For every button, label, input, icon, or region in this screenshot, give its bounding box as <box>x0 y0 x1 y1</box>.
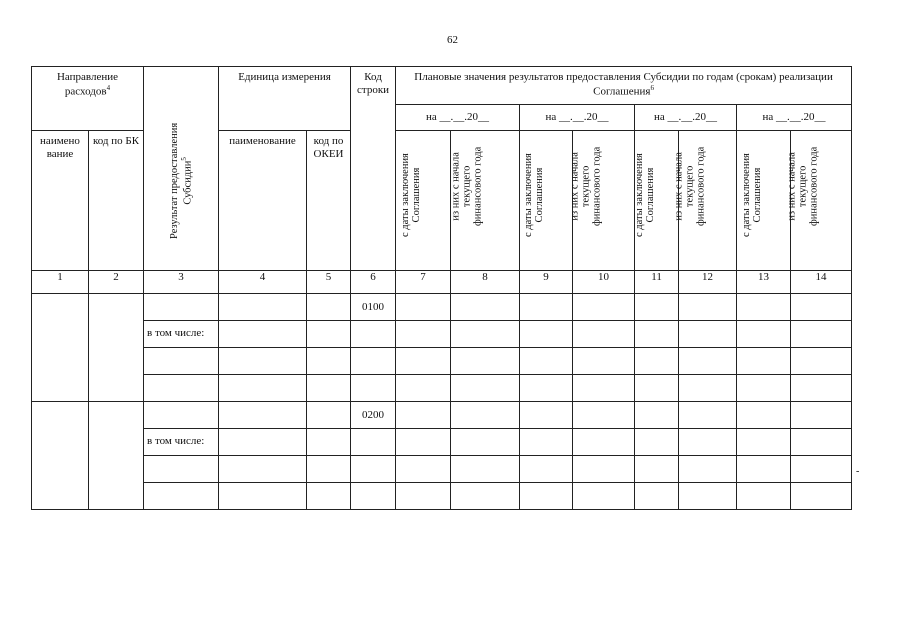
unit-name-cell[interactable] <box>219 294 307 321</box>
since-year-line3: финансового года <box>695 146 707 226</box>
unit-name-cell[interactable] <box>219 375 307 402</box>
value-cell[interactable] <box>791 483 852 510</box>
direction-header <box>32 67 144 131</box>
code-header <box>351 67 396 271</box>
value-cell[interactable] <box>737 456 791 483</box>
result-note: 5 <box>179 157 188 162</box>
value-cell[interactable] <box>451 402 520 429</box>
since-year-line1: из них с начала <box>569 152 581 221</box>
planned-header <box>396 67 852 105</box>
since-conclusion-line2: Соглашения <box>751 167 763 223</box>
okei-cell[interactable] <box>307 429 351 456</box>
value-cell[interactable] <box>573 483 635 510</box>
okei-cell[interactable] <box>307 321 351 348</box>
table-row <box>32 483 852 510</box>
unit-header-label: Единица измерения <box>238 71 331 83</box>
value-cell[interactable] <box>520 402 573 429</box>
value-cell[interactable] <box>635 321 679 348</box>
result-header-line1: Результат предоставления <box>169 123 181 240</box>
unit-name-subheader-label: пaименование <box>229 135 296 147</box>
since-year-line3: финансового года <box>808 146 820 226</box>
value-cell[interactable] <box>679 402 737 429</box>
result-cell[interactable] <box>144 294 219 321</box>
value-cell[interactable] <box>451 321 520 348</box>
period-2: на __.__.20__ <box>520 105 635 131</box>
since-conclusion-line2: Соглашения <box>411 167 423 223</box>
since-year-header <box>451 131 520 271</box>
including-label: в том числе: <box>147 327 205 339</box>
since-conclusion-header <box>396 131 451 271</box>
row-code-cell[interactable] <box>351 321 396 348</box>
since-conclusion-line2: Соглашения <box>534 167 546 223</box>
column-number-row <box>32 271 852 294</box>
since-year-line3: финансового года <box>472 146 484 226</box>
value-cell[interactable] <box>679 294 737 321</box>
including-cell <box>144 429 219 456</box>
since-conclusion-line1: с даты заключения <box>740 153 752 237</box>
value-cell[interactable] <box>791 402 852 429</box>
value-cell[interactable] <box>520 321 573 348</box>
result-cell[interactable] <box>144 456 219 483</box>
planned-header-label: Плановые значения результатов предоставления Субсидии по годам (срокам) реализации Соглашения <box>414 71 833 98</box>
including-label: в том числе: <box>147 435 205 447</box>
since-conclusion-header <box>737 131 791 271</box>
value-cell[interactable] <box>396 483 451 510</box>
unit-name-subheader <box>219 131 307 271</box>
value-cell[interactable] <box>573 375 635 402</box>
including-cell <box>144 321 219 348</box>
value-cell[interactable] <box>396 429 451 456</box>
unit-name-cell[interactable] <box>219 348 307 375</box>
column-number: 13 <box>737 271 791 294</box>
row-code: 0200 <box>351 402 396 429</box>
direction-note: 4 <box>106 83 111 92</box>
value-cell[interactable] <box>451 375 520 402</box>
planned-note: 6 <box>650 83 654 92</box>
value-cell[interactable] <box>520 294 573 321</box>
name-subheader <box>32 131 89 271</box>
since-year-line2: текущего <box>684 165 696 208</box>
unit-header <box>219 67 351 131</box>
since-conclusion-line1: с даты заключения <box>523 153 535 237</box>
table-row <box>32 321 852 348</box>
column-number: 3 <box>144 271 219 294</box>
value-cell[interactable] <box>573 294 635 321</box>
period-1: на __.__.20__ <box>396 105 520 131</box>
unit-name-cell[interactable] <box>219 402 307 429</box>
value-cell[interactable] <box>573 321 635 348</box>
value-cell[interactable] <box>520 375 573 402</box>
result-cell[interactable] <box>144 348 219 375</box>
value-cell[interactable] <box>520 483 573 510</box>
result-cell[interactable] <box>144 483 219 510</box>
okei-cell[interactable] <box>307 483 351 510</box>
since-year-line3: финансового года <box>591 146 603 226</box>
direction-name-cell[interactable] <box>32 402 89 510</box>
since-conclusion-header <box>520 131 573 271</box>
value-cell[interactable] <box>679 321 737 348</box>
value-cell[interactable] <box>679 375 737 402</box>
page-number: 62 <box>447 34 458 46</box>
result-header-line2: Субсидии <box>182 161 194 206</box>
column-number: 12 <box>679 271 737 294</box>
value-cell[interactable] <box>520 429 573 456</box>
since-year-line2: текущего <box>580 165 592 208</box>
bk-subheader-label: код по БК <box>92 135 140 147</box>
okei-subheader <box>307 131 351 271</box>
direction-header-label: Направление расходов <box>56 71 119 98</box>
value-cell[interactable] <box>635 402 679 429</box>
value-cell[interactable] <box>791 294 852 321</box>
result-cell[interactable] <box>144 402 219 429</box>
value-cell[interactable] <box>396 321 451 348</box>
table-row <box>32 456 852 483</box>
since-year-line1: из них с начала <box>786 152 798 221</box>
value-cell[interactable] <box>451 348 520 375</box>
value-cell[interactable] <box>635 429 679 456</box>
since-year-header <box>786 131 852 271</box>
value-cell[interactable] <box>451 294 520 321</box>
value-cell[interactable] <box>737 483 791 510</box>
column-number: 10 <box>573 271 635 294</box>
value-cell[interactable] <box>451 483 520 510</box>
stray-mark: - <box>856 466 860 477</box>
value-cell[interactable] <box>737 294 791 321</box>
value-cell[interactable] <box>679 429 737 456</box>
unit-name-cell[interactable] <box>219 456 307 483</box>
column-number: 8 <box>451 271 520 294</box>
period-4: на __.__.20__ <box>737 105 852 131</box>
since-conclusion-line1: с даты заключения <box>400 153 412 237</box>
value-cell[interactable] <box>635 348 679 375</box>
value-cell[interactable] <box>635 294 679 321</box>
value-cell[interactable] <box>635 375 679 402</box>
since-conclusion-line1: с даты заключения <box>633 153 645 237</box>
since-year-line1: из них с начала <box>450 152 462 221</box>
value-cell[interactable] <box>635 483 679 510</box>
value-cell[interactable] <box>737 375 791 402</box>
value-cell[interactable] <box>396 294 451 321</box>
column-number: 7 <box>396 271 451 294</box>
value-cell[interactable] <box>791 348 852 375</box>
table-row <box>32 429 852 456</box>
value-cell[interactable] <box>451 429 520 456</box>
value-cell[interactable] <box>791 456 852 483</box>
value-cell[interactable] <box>679 483 737 510</box>
row-code-cell[interactable] <box>351 429 396 456</box>
since-year-line2: текущего <box>461 165 473 208</box>
unit-name-cell[interactable] <box>219 321 307 348</box>
value-cell[interactable] <box>396 402 451 429</box>
value-cell[interactable] <box>520 456 573 483</box>
since-conclusion-header <box>635 131 679 271</box>
value-cell[interactable] <box>573 348 635 375</box>
since-year-header <box>569 131 635 271</box>
value-cell[interactable] <box>791 321 852 348</box>
row-code-cell[interactable] <box>351 375 396 402</box>
okei-cell[interactable] <box>307 456 351 483</box>
column-number: 2 <box>89 271 144 294</box>
result-header <box>144 67 219 271</box>
name-subheader-label: наимено вание <box>40 135 80 160</box>
value-cell[interactable] <box>737 321 791 348</box>
value-cell[interactable] <box>737 348 791 375</box>
value-cell[interactable] <box>396 348 451 375</box>
value-cell[interactable] <box>451 456 520 483</box>
okei-cell[interactable] <box>307 348 351 375</box>
since-year-line1: из них с начала <box>673 152 685 221</box>
unit-name-cell[interactable] <box>219 429 307 456</box>
row-code: 0100 <box>351 294 396 321</box>
value-cell[interactable] <box>737 402 791 429</box>
column-number: 6 <box>351 271 396 294</box>
value-cell[interactable] <box>679 348 737 375</box>
value-cell[interactable] <box>396 456 451 483</box>
bk-code-cell[interactable] <box>89 294 144 402</box>
okei-subheader-label: код по ОКЕИ <box>313 135 344 160</box>
row-code-cell[interactable] <box>351 456 396 483</box>
value-cell[interactable] <box>520 348 573 375</box>
direction-name-cell[interactable] <box>32 294 89 402</box>
value-cell[interactable] <box>573 402 635 429</box>
column-number: 14 <box>791 271 852 294</box>
bk-code-cell[interactable] <box>89 402 144 510</box>
value-cell[interactable] <box>791 429 852 456</box>
okei-cell[interactable] <box>307 402 351 429</box>
results-table <box>31 66 852 510</box>
column-number: 1 <box>32 271 89 294</box>
row-code-cell[interactable] <box>351 483 396 510</box>
since-conclusion-line2: Соглашения <box>644 167 656 223</box>
unit-name-cell[interactable] <box>219 483 307 510</box>
table-row <box>32 294 852 321</box>
bk-subheader <box>89 131 144 271</box>
since-year-line2: текущего <box>797 165 809 208</box>
value-cell[interactable] <box>573 429 635 456</box>
value-cell[interactable] <box>635 456 679 483</box>
column-number: 11 <box>635 271 679 294</box>
result-cell[interactable] <box>144 375 219 402</box>
okei-cell[interactable] <box>307 375 351 402</box>
code-header-label: Код строки <box>357 71 390 96</box>
value-cell[interactable] <box>791 375 852 402</box>
column-number: 9 <box>520 271 573 294</box>
value-cell[interactable] <box>737 429 791 456</box>
table-row <box>32 402 852 429</box>
value-cell[interactable] <box>679 456 737 483</box>
table-row <box>32 348 852 375</box>
column-number: 4 <box>219 271 307 294</box>
value-cell[interactable] <box>396 375 451 402</box>
column-number: 5 <box>307 271 351 294</box>
okei-cell[interactable] <box>307 294 351 321</box>
period-3: на __.__.20__ <box>635 105 737 131</box>
row-code-cell[interactable] <box>351 348 396 375</box>
since-year-header <box>673 131 737 271</box>
value-cell[interactable] <box>573 456 635 483</box>
table-row <box>32 375 852 402</box>
